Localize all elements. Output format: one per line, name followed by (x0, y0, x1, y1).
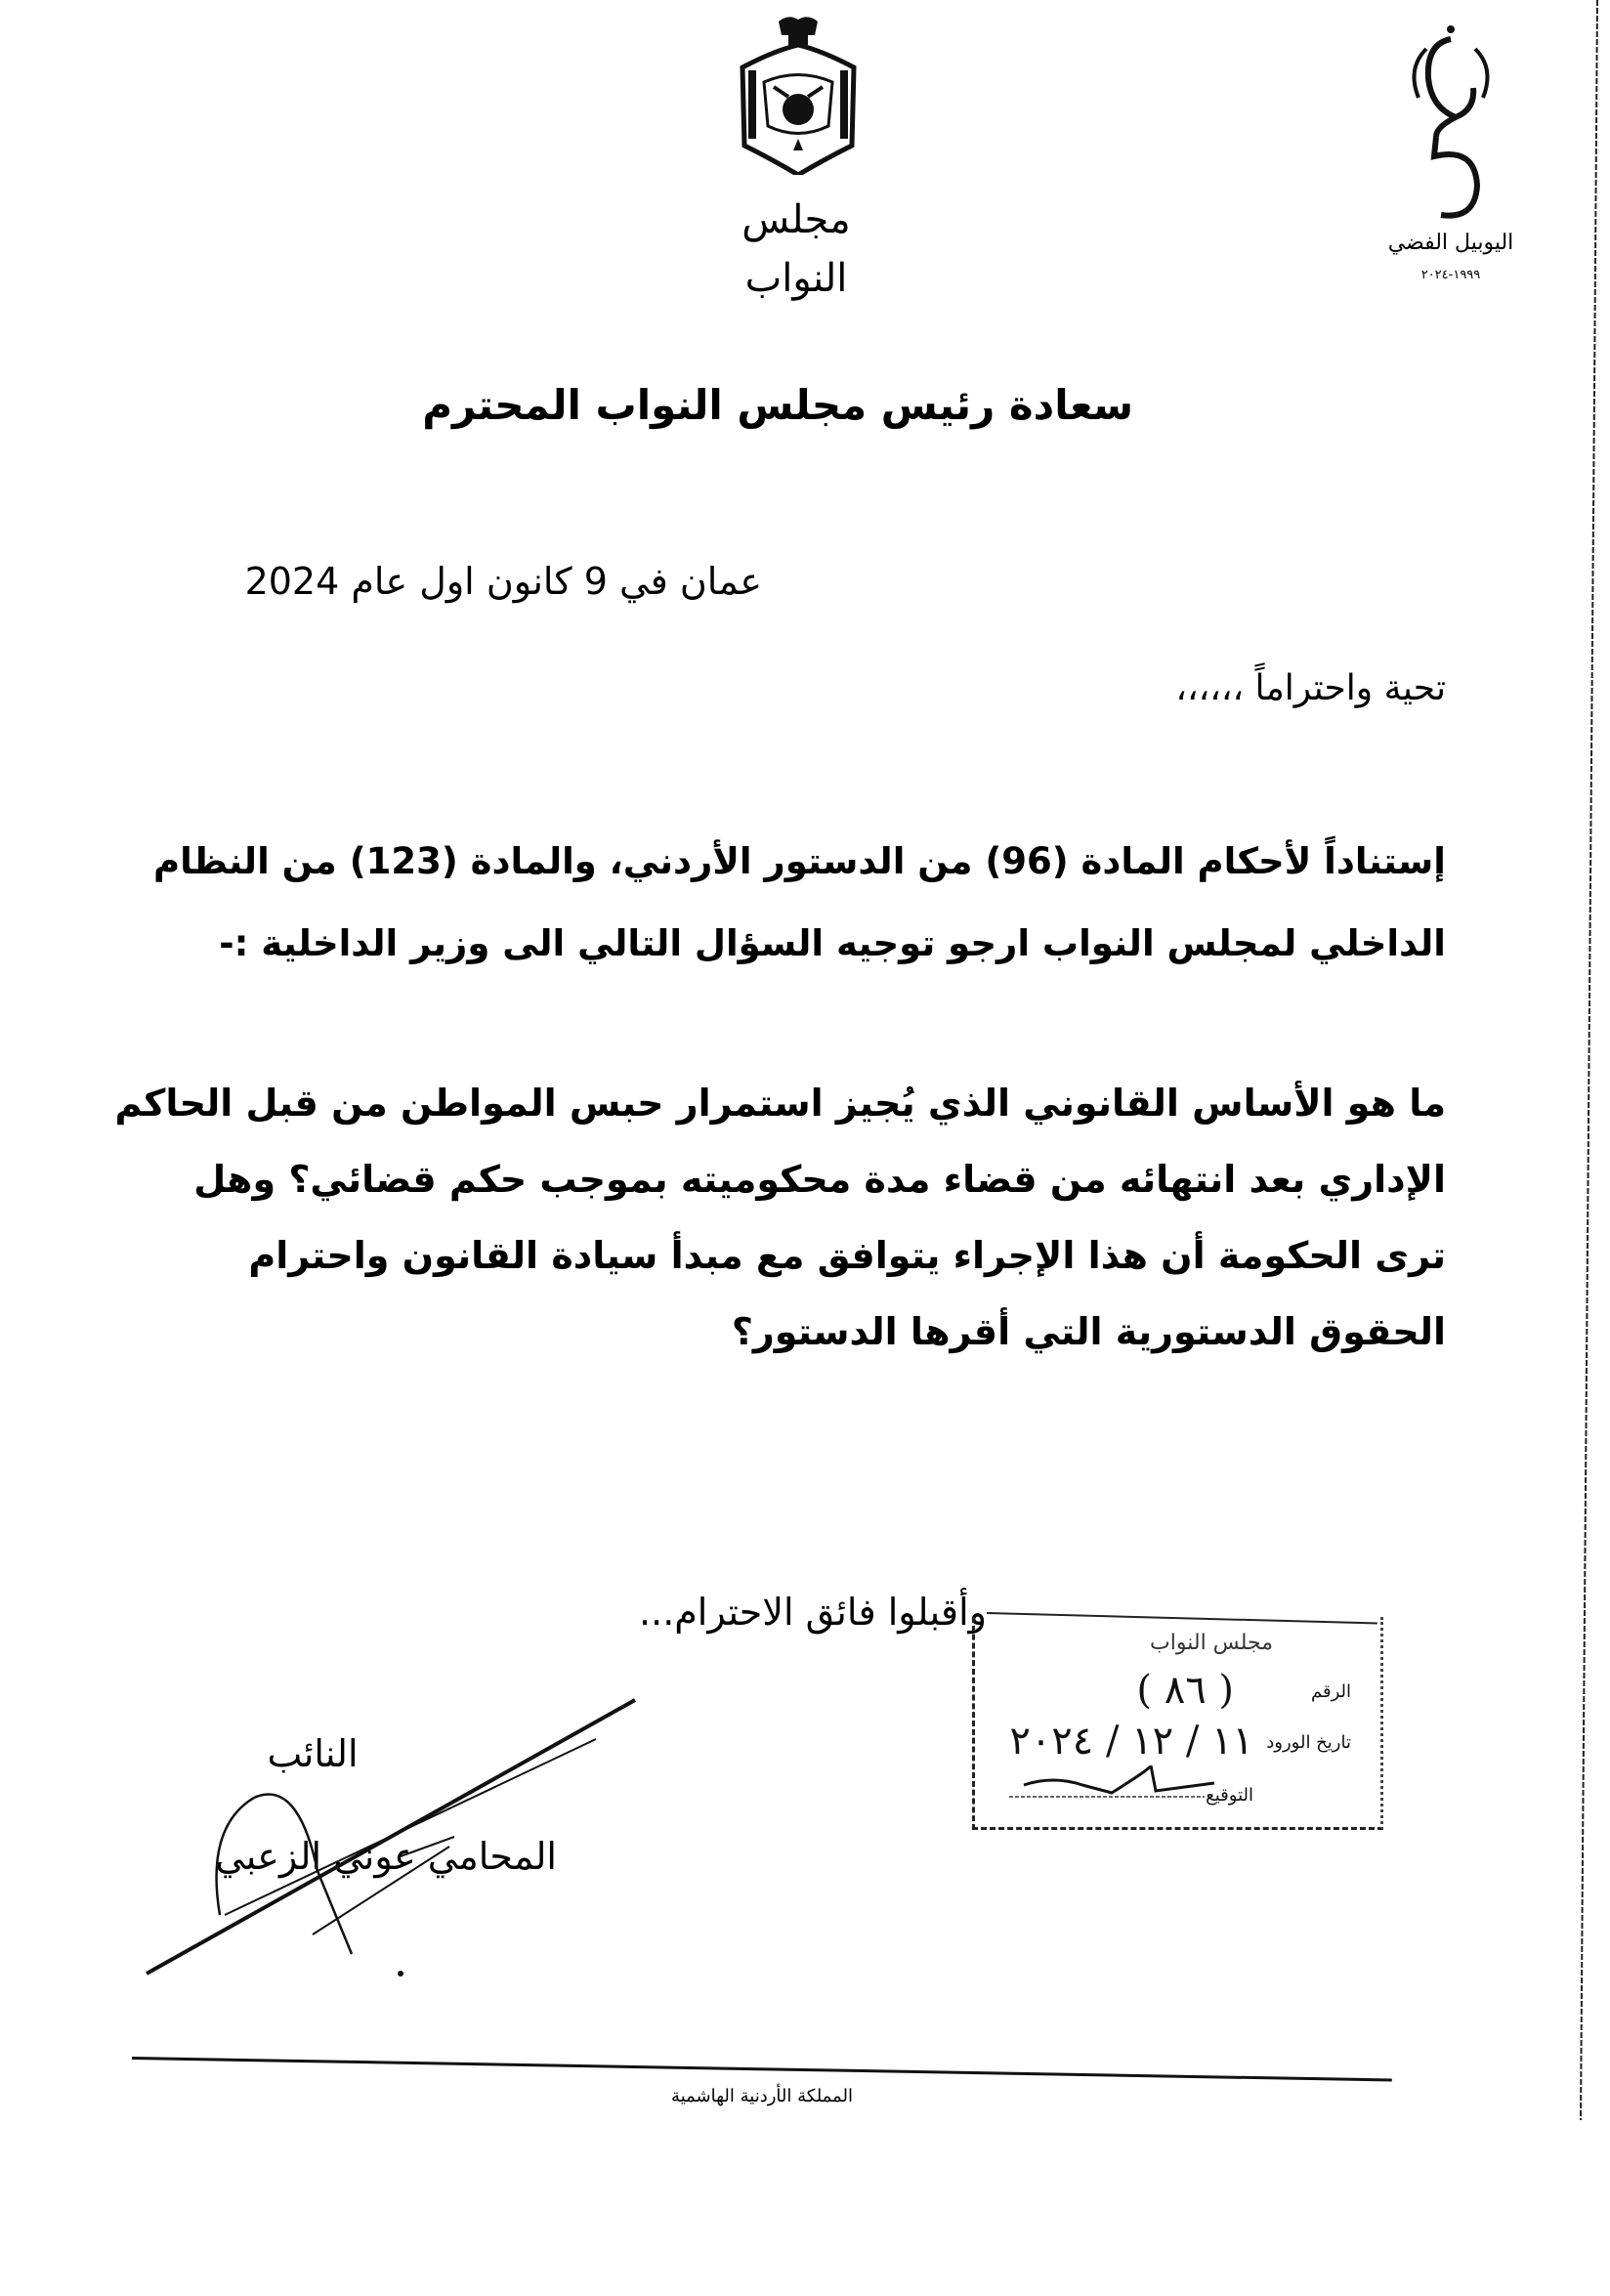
question-line: الحقوق الدستورية التي أقرها الدستور؟ (731, 1310, 1446, 1353)
intro-line: الداخلي لمجلس النواب ارجو توجيه السؤال التالي الى وزير الداخلية :- (219, 922, 1446, 964)
stamp-number-value: ( ٨٦ ) (1136, 1668, 1234, 1713)
question-paragraph (114, 1065, 1446, 1370)
signatory-title: النائب (267, 1732, 359, 1775)
handwritten-signature (137, 1661, 655, 1993)
institution-name: مجلس النواب (741, 197, 851, 301)
jubilee-caption: اليوبيل الفضي (1387, 231, 1514, 255)
question-line: ترى الحكومة أن هذا الإجراء يتوافق مع مبدأ سيادة القانون واحترام (248, 1234, 1446, 1277)
letter-closing: وأقبلوا فائق الاحترام... (639, 1591, 987, 1634)
question-line: الإداري بعد انتهائه من قضاء مدة محكوميته بموجب حكم قضائي؟ وهل (193, 1158, 1446, 1201)
stamp-date-value: ١١ / ١٢ / ٢٠٢٤ (1009, 1719, 1253, 1764)
registry-stamp (972, 1617, 1383, 1830)
stamp-signature-scribble (995, 1764, 1219, 1803)
silver-jubilee-logo (1397, 20, 1504, 230)
letter-greeting: تحية واحتراماً ،،،،،، (1175, 668, 1446, 708)
stamp-number-label: الرقم (1310, 1681, 1351, 1702)
jubilee-years: ١٩٩٩-٢٠٢٤ (1420, 268, 1481, 282)
stamp-title: مجلس النواب (1150, 1631, 1273, 1655)
stamp-date-label: تاريخ الورود (1266, 1732, 1351, 1753)
footer-divider (132, 2057, 1392, 2082)
coat-of-arms-emblem (735, 14, 862, 175)
stamp-signature-label: التوقيع (1206, 1785, 1253, 1806)
intro-paragraph (153, 821, 1446, 985)
signatory-name: المحامي عوني الزعبي (215, 1835, 557, 1878)
question-line: ما هو الأساس القانوني الذي يُجيز استمرار حبس المواطن من قبل الحاكم (114, 1082, 1446, 1125)
letter-date: عمان في 9 كانون اول عام 2024 (244, 560, 762, 603)
letter-salutation: سعادة رئيس مجلس النواب المحترم (422, 381, 1133, 429)
intro-line: إستناداً لأحكام المادة (96) من الدستور الأردني، والمادة (123) من النظام (153, 840, 1446, 882)
scan-margin-line (1544, 0, 1610, 2296)
footer-text: المملكة الأردنية الهاشمية (671, 2086, 853, 2106)
